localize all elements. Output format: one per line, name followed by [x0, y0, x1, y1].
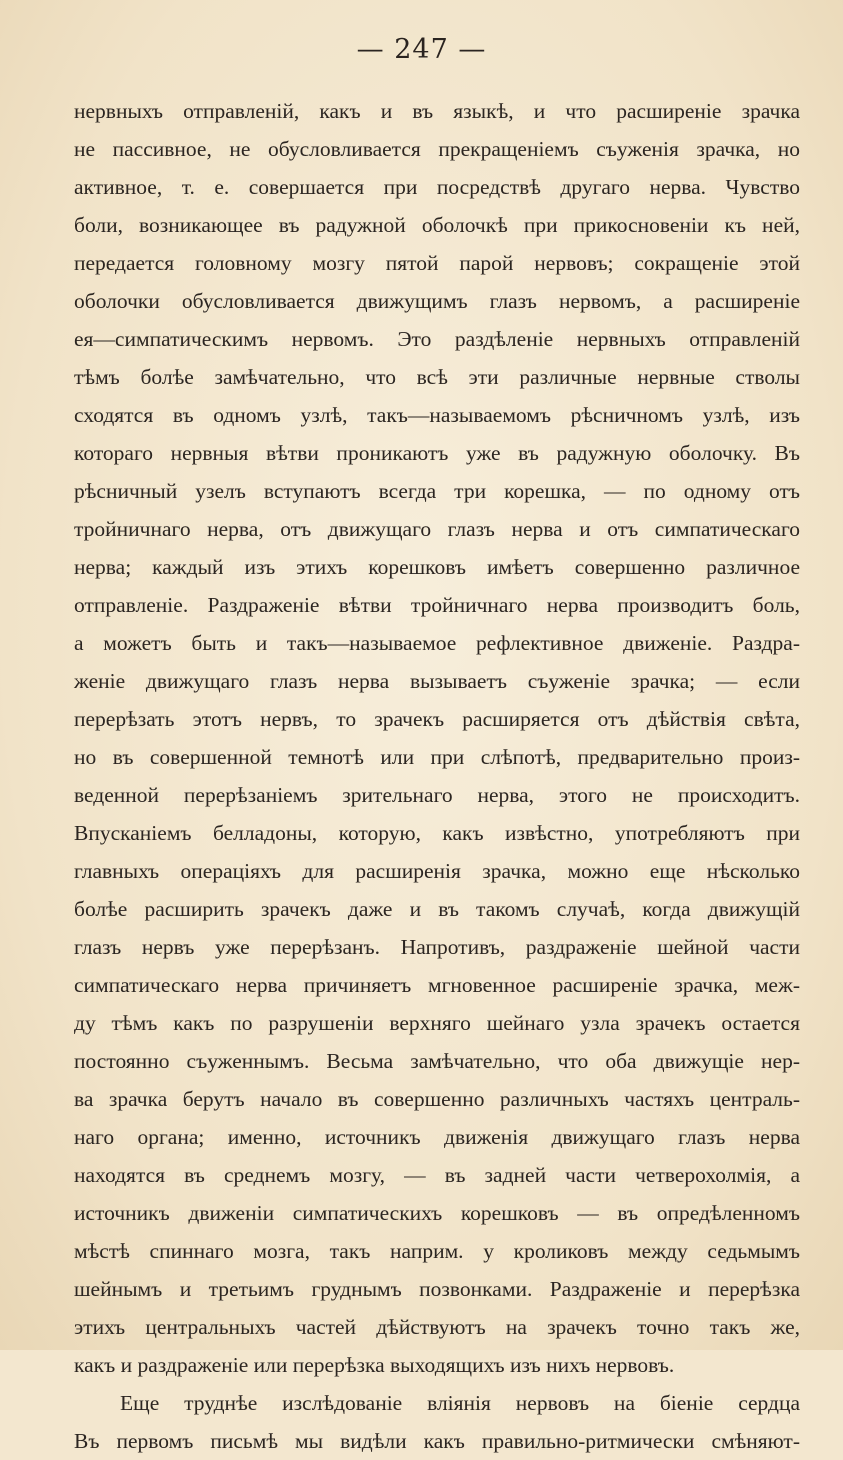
text-line: отправленіе. Раздраженіе вѣтви тройничнаго нерва производитъ боль,: [74, 593, 800, 617]
text-line: рѣсничный узелъ вступаютъ всегда три корешка, — по одному отъ: [74, 479, 800, 503]
text-line: нерва; каждый изъ этихъ корешковъ имѣетъ совершенно различное: [74, 555, 800, 579]
text-line: тѣмъ болѣе замѣчательно, что всѣ эти различные нервные стволы: [74, 365, 800, 389]
text-line: источникъ движеніи симпатическихъ корешковъ — въ опредѣленномъ: [74, 1201, 800, 1225]
text-line: но въ совершенной темнотѣ или при слѣпотѣ, предварительно произ-: [74, 745, 800, 769]
text-line: ду тѣмъ какъ по разрушеніи верхняго шейнаго узла зрачекъ остается: [74, 1011, 800, 1035]
text-line: постоянно съуженнымъ. Весьма замѣчательно, что оба движущіе нер-: [74, 1049, 800, 1073]
text-line: болѣе расширить зрачекъ даже и въ такомъ случаѣ, когда движущій: [74, 897, 800, 921]
text-line: главныхъ операціяхъ для расширенія зрачка, можно еще нѣсколько: [74, 859, 800, 883]
text-line: передается головному мозгу пятой парой нервовъ; сокращеніе этой: [74, 251, 800, 275]
text-line: сходятся въ одномъ узлѣ, такъ—называемомъ рѣсничномъ узлѣ, изъ: [74, 403, 800, 427]
text-line: этихъ центральныхъ частей дѣйствуютъ на зрачекъ точно такъ же,: [74, 1315, 800, 1339]
text-line: Въ первомъ письмѣ мы видѣли какъ правильно-ритмически смѣняют-: [74, 1429, 800, 1453]
text-line: а можетъ быть и такъ—называемое рефлективное движеніе. Раздра-: [74, 631, 800, 655]
text-line: тройничнаго нерва, отъ движущаго глазъ нерва и отъ симпатическаго: [74, 517, 800, 541]
text-line: Впусканіемъ белладоны, которую, какъ извѣстно, употребляютъ при: [74, 821, 800, 845]
text-line: активное, т. е. совершается при посредствѣ другаго нерва. Чувство: [74, 175, 800, 199]
text-line: симпатическаго нерва причиняетъ мгновенное расширеніе зрачка, меж-: [74, 973, 800, 997]
text-line: женіе движущаго глазъ нерва вызываетъ съуженіе зрачка; — если: [74, 669, 800, 693]
text-line-paragraph-start: Еще труднѣе изслѣдованіе вліянія нервовъ на біеніе сердца: [120, 1391, 800, 1415]
text-line: шейнымъ и третьимъ груднымъ позвонками. Раздраженіе и перерѣзка: [74, 1277, 800, 1301]
text-line: мѣстѣ спиннаго мозга, такъ наприм. у кроликовъ между седьмымъ: [74, 1239, 800, 1263]
text-line: перерѣзать этотъ нервъ, то зрачекъ расширяется отъ дѣйствія свѣта,: [74, 707, 800, 731]
text-line: котораго нервныя вѣтви проникаютъ уже въ радужную оболочку. Въ: [74, 441, 800, 465]
text-line: не пассивное, не обусловливается прекращеніемъ съуженія зрачка, но: [74, 137, 800, 161]
text-line: боли, возникающее въ радужной оболочкѣ при прикосновеніи къ ней,: [74, 213, 800, 237]
text-line: нервныхъ отправленій, какъ и въ языкѣ, и что расширеніе зрачка: [74, 99, 800, 123]
text-line: оболочки обусловливается движущимъ глазъ нервомъ, а расширеніе: [74, 289, 800, 313]
text-line: наго органа; именно, источникъ движенія движущаго глазъ нерва: [74, 1125, 800, 1149]
text-line: ея—симпатическимъ нервомъ. Это раздѣленіе нервныхъ отправленій: [74, 327, 800, 351]
body-text: [74, 92, 800, 1460]
text-line: глазъ нервъ уже перерѣзанъ. Напротивъ, раздраженіе шейной части: [74, 935, 800, 959]
text-line: веденной перерѣзаніемъ зрительнаго нерва, этого не происходитъ.: [74, 783, 800, 807]
text-line: ва зрачка берутъ начало въ совершенно различныхъ частяхъ централь-: [74, 1087, 800, 1111]
text-line-paragraph-end: какъ и раздраженіе или перерѣзка выходящихъ изъ нихъ нервовъ.: [74, 1353, 675, 1377]
text-line: находятся въ среднемъ мозгу, — въ задней части четверохолмія, а: [74, 1163, 800, 1187]
page-number: — 247 —: [356, 34, 487, 65]
